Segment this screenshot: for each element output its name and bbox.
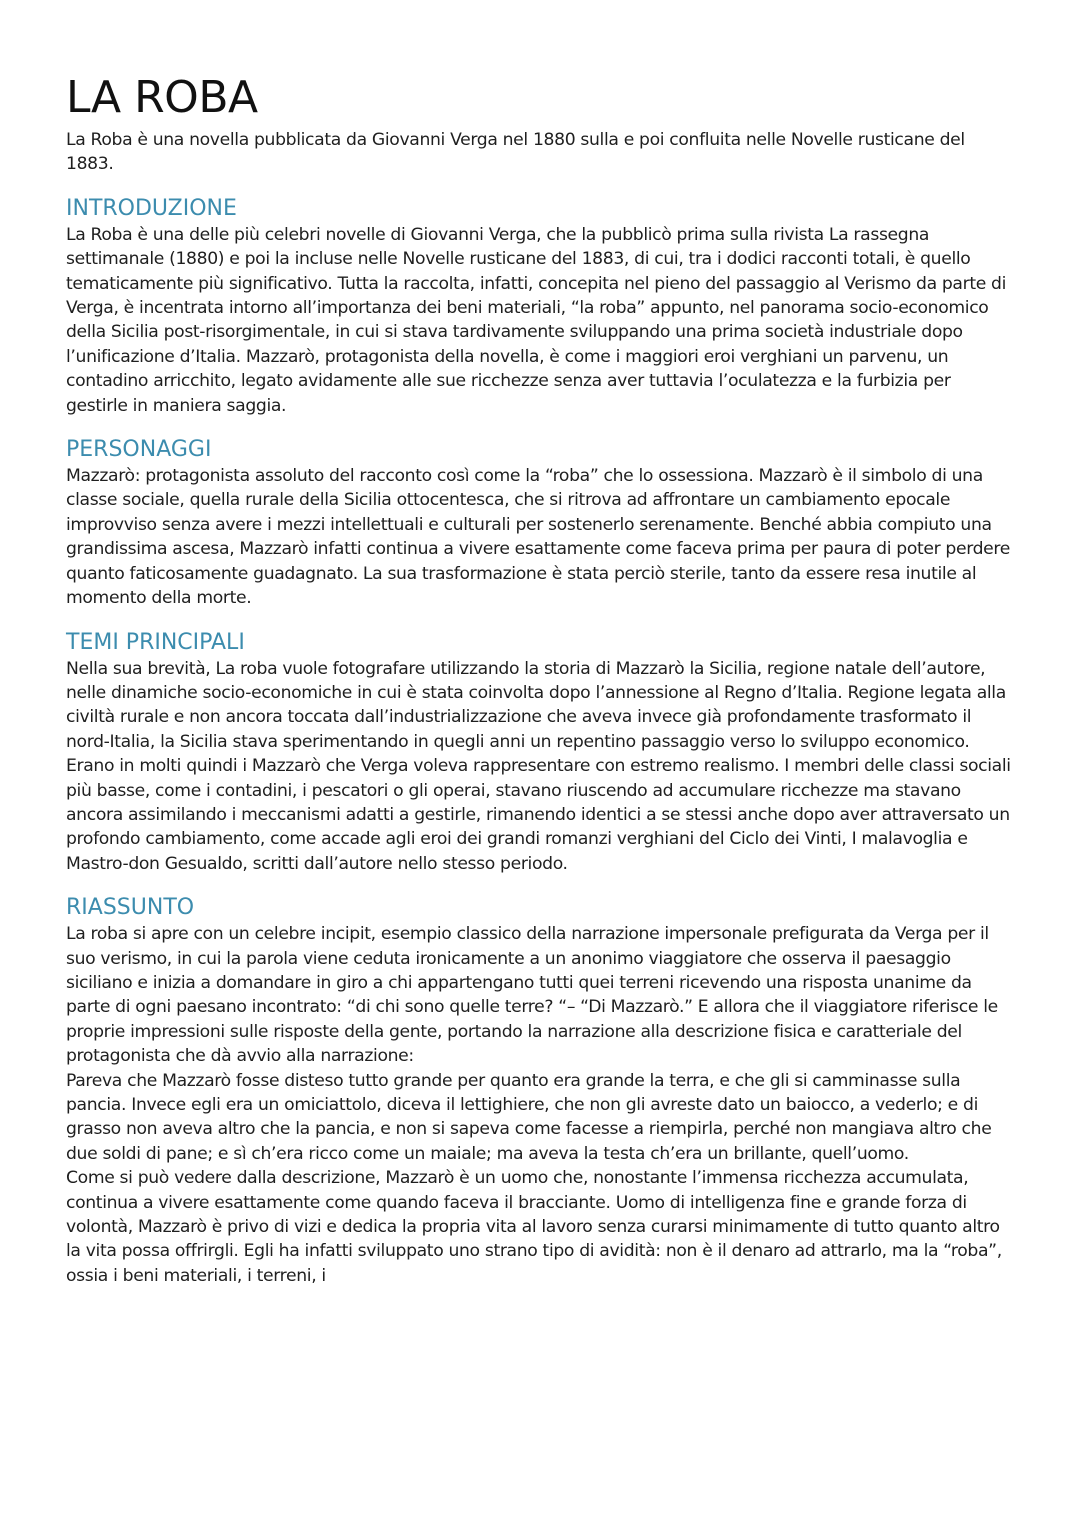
section-heading: RIASSUNTO <box>66 895 195 921</box>
section-paragraph: Mazzarò: protagonista assoluto del racconto così come la “roba” che lo ossessiona. Mazzarò è il simbolo di una classe sociale, quella rurale della Sicilia ottocentesca, che si ritrova ad affrontare un cambiamento epocale improvviso senza avere i mezzi intellettuali e culturali per sostenerlo serenamente. Benché abbia compiuto una grandissima ascesa, Mazzarò infatti continua a vivere esattamente come faceva prima per paura di poter perdere quanto faticosamente guadagnato. La sua trasformazione è stata perciò sterile, tanto da essere resa inutile al momento della morte. <box>66 466 1010 609</box>
section-introduzione <box>66 195 1016 418</box>
section-personaggi <box>66 436 1016 610</box>
quote-paragraph: Pareva che Mazzarò fosse disteso tutto grande per quanto era grande la terra, e che gli si camminasse sulla pancia. Invece egli era un omiciattolo, diceva il lettighiere, che non gli avreste dato un baiocco, a vederlo; e di grasso non aveva altro che la pancia, e non si sapeva come facesse a riempirla, perché non mangiava altro che due soldi di pane; e sì ch’era ricco come un maiale; ma aveva la testa ch’era un brillante, quell’uomo. <box>66 1070 992 1164</box>
document-page <box>66 72 1016 1288</box>
intro-paragraph: La Roba è una novella pubblicata da Giovanni Verga nel 1880 sulla e poi confluita nelle Novelle rusticane del 1883. <box>66 130 965 175</box>
section-temi-principali <box>66 629 1016 877</box>
section-heading: INTRODUZIONE <box>66 195 237 221</box>
section-riassunto <box>66 894 1016 1288</box>
section-paragraph: Nella sua brevità, La roba vuole fotografare utilizzando la storia di Mazzarò la Sicilia, regione natale dell’autore, nelle dinamiche socio-economiche in cui è stata coinvolta dopo l’annessione al Regno d’Italia. Regione legata alla civiltà rurale e non ancora toccata dall’industrializzazione che aveva invece già profondamente trasformato il nord-Italia, la Sicilia stava sperimentando in quegli anni un repentino passaggio verso lo sviluppo economico. Erano in molti quindi i Mazzarò che Verga voleva rappresentare con estremo realismo. I membri delle classi sociali più basse, come i contadini, i pescatori o gli operai, stavano riuscendo ad accumulare ricchezze ma stavano ancora assimilando i meccanismi adatti a gestirle, rimanendo identici a se stessi anche dopo aver attraversato un profondo cambiamento, come accade agli eroi dei grandi romanzi verghiani del Ciclo dei Vinti, I malavoglia e Mastro-don Gesualdo, scritti dall’autore nello stesso periodo. <box>66 658 1011 874</box>
section-paragraph: La roba si apre con un celebre incipit, esempio classico della narrazione impersonale prefigurata da Verga per il suo verismo, in cui la parola viene ceduta ironicamente a un anonimo viaggiatore che osserva il paesaggio siciliano e inizia a domandare in giro a chi appartengano tutti quei terreni ricevendo una risposta unanime da parte di ogni paesano incontrato: “di chi sono quelle terre? “– “Di Mazzarò.” E allora che il viaggiatore riferisce le proprie impressioni sulle risposte della gente, portando la narrazione alla descrizione fisica e caratteriale del protagonista che dà avvio alla narrazione: <box>66 924 998 1067</box>
section-heading: PERSONAGGI <box>66 437 212 463</box>
document-title: LA ROBA <box>66 72 258 123</box>
section-heading: TEMI PRINCIPALI <box>66 629 245 655</box>
section-paragraph: Come si può vedere dalla descrizione, Mazzarò è un uomo che, nonostante l’immensa ricchezza accumulata, continua a vivere esattamente come quando faceva il bracciante. Uomo di intelligenza fine e grande forza di volontà, Mazzarò è privo di vizi e dedica la propria vita al lavoro senza curarsi minimamente di tutto quanto altro la vita possa offrirgli. Egli ha infatti sviluppato uno strano tipo di avidità: non è il denaro ad attrarlo, ma la “roba”, ossia i beni materiali, i terreni, i <box>66 1168 1002 1286</box>
section-paragraph: La Roba è una delle più celebri novelle di Giovanni Verga, che la pubblicò prima sulla rivista La rassegna settimanale (1880) e poi la incluse nelle Novelle rusticane del 1883, di cui, tra i dodici racconti totali, è quello tematicamente più significativo. Tutta la raccolta, infatti, concepita nel pieno del passaggio al Verismo da parte di Verga, è incentrata intorno all’importanza dei beni materiali, “la roba” appunto, nel panorama socio-economico della Sicilia post-risorgimentale, in cui si stava tardivamente sviluppando una prima società industriale dopo l’unificazione d’Italia. Mazzarò, protagonista della novella, è come i maggiori eroi verghiani un parvenu, un contadino arricchito, legato avidamente alle sue ricchezze senza aver tuttavia l’oculatezza e la furbizia per gestirle in maniera saggia. <box>66 224 1007 416</box>
